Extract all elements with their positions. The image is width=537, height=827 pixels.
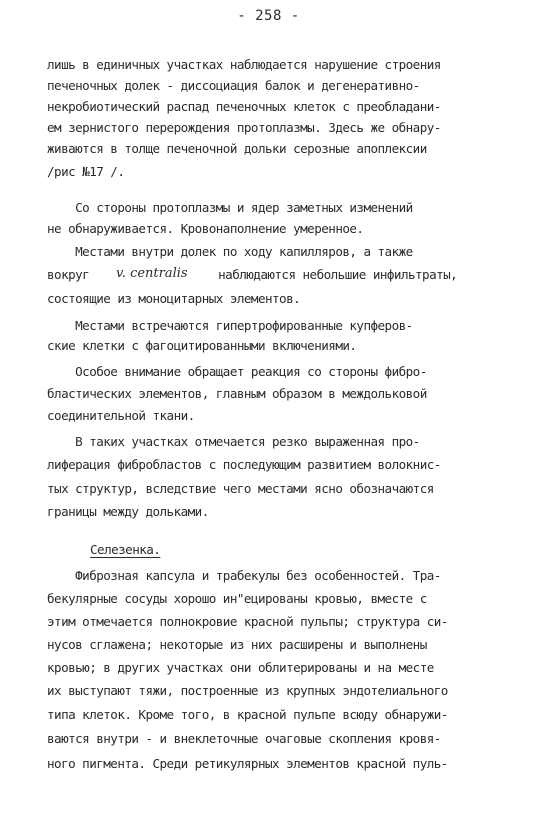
- text-line: ем зернистого перерождения протоплазмы. Здесь же обнару-: [47, 120, 441, 135]
- text-line: границы между дольками.: [47, 504, 209, 519]
- text-line: не обнаруживается. Кровонаполнение умеренное.: [47, 221, 364, 236]
- text-line: тых структур, вследствие чего местами ясно обозначаются: [47, 481, 434, 496]
- text-line: этим отмечается полнокровие красной пульпы; структура си-: [47, 614, 448, 629]
- text-line: типа клеток. Кроме того, в красной пульпе всюду обнаружи-: [47, 707, 448, 722]
- text-line: некробиотический распад печеночных клеток с преобладани-: [47, 99, 441, 114]
- text-line: Особое внимание обращает реакция со стороны фибро-: [47, 364, 427, 379]
- text-line: их выступают тяжи, построенные из крупных эндотелиального: [47, 683, 448, 698]
- text-line: лишь в единичных участках наблюдается нарушение строения: [47, 57, 441, 72]
- text-line: живаются в толще печеночной дольки серозные апоплексии: [47, 141, 427, 156]
- text-line: ские клетки с фагоцитированными включениями.: [47, 338, 357, 353]
- text-line: печеночных долек - диссоциация балок и дегенеративно-: [47, 78, 420, 93]
- page-number: - 258 -: [237, 8, 300, 24]
- text-line: кровью; в других участках они облитерированы и на месте: [47, 660, 434, 675]
- section-heading: Селезенка.: [90, 542, 161, 557]
- handwritten-insert: v. centralis: [116, 266, 188, 281]
- text-line: В таких участках отмечается резко выраженная про-: [47, 434, 420, 449]
- text-line: Со стороны протоплазмы и ядер заметных изменений: [47, 200, 413, 215]
- text-line: Фиброзная капсула и трабекулы без особенностей. Тра-: [47, 568, 441, 583]
- text-line: бластических элементов, главным образом в междольковой: [47, 386, 427, 401]
- text-line: вокруг: [47, 267, 90, 282]
- text-line: ваются внутри - и внеклеточные очаговые скопления кровя-: [47, 731, 441, 746]
- text-line: бекулярные сосуды хорошо ин"ецированы кровью, вместе с: [47, 591, 427, 606]
- text-line: лиферация фибробластов с последующим развитием волокнис-: [47, 457, 441, 472]
- figure-reference: /рис №17 /.: [47, 164, 125, 179]
- text-line: ного пигмента. Среди ретикулярных элементов красной пуль-: [47, 756, 448, 771]
- text-line: нусов сглажена; некоторые из них расширены и выполнены: [47, 637, 427, 652]
- text-line: наблюдаются небольшие инфильтраты,: [190, 267, 458, 282]
- text-line: соединительной ткани.: [47, 408, 195, 423]
- text-line: Местами встречаются гипертрофированные купферов-: [47, 318, 413, 333]
- text-line: Местами внутри долек по ходу капилляров, а также: [47, 244, 413, 259]
- text-line: состоящие из моноцитарных элементов.: [47, 291, 301, 306]
